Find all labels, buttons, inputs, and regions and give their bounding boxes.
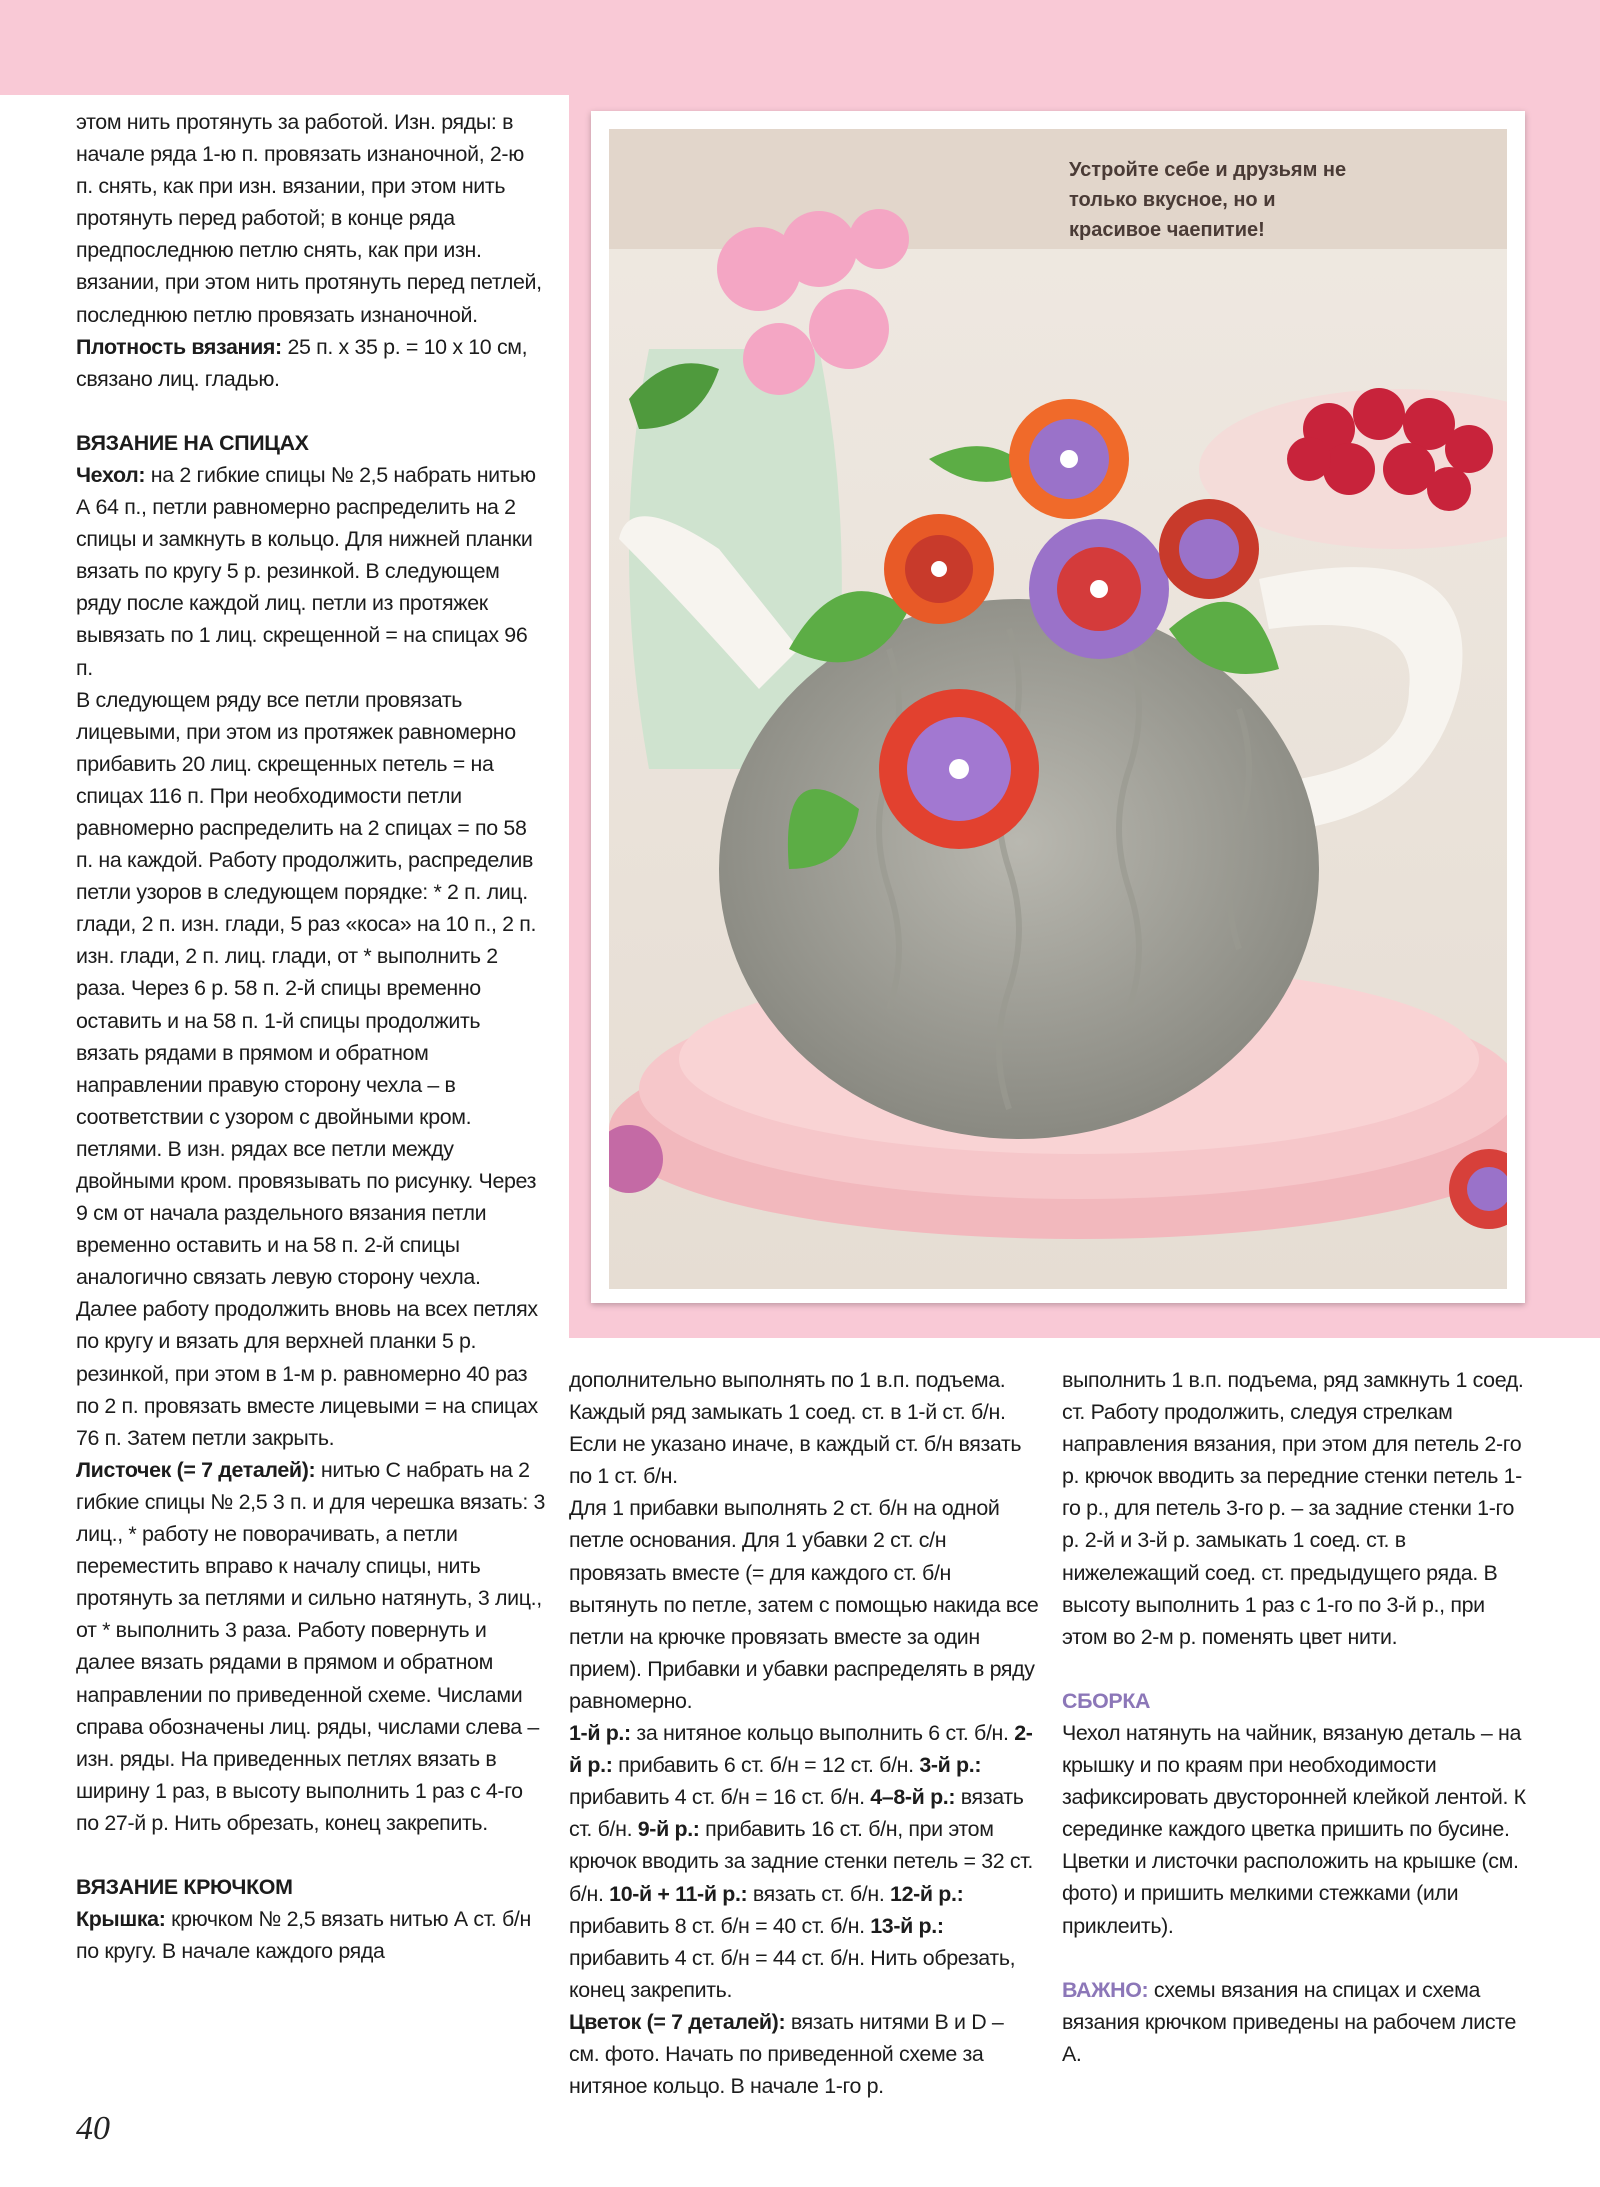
- page-number: 40: [76, 2110, 110, 2147]
- important-note: ВАЖНО: схемы вязания на спицах и схема вязания крючком приведены на рабочем листе А.: [1062, 1977, 1516, 2066]
- text-column-3: [1062, 1364, 1532, 2070]
- intro-paragraph: этом нить протянуть за работой. Изн. ряды: в начале ряда 1-ю п. провязать изнаночной, 2-ю п. снять, как при изн. вязании, при этом нить протянуть перед работой; в конце ряда предпоследнюю петлю снять, как при изн. вязании, при этом нить протянуть перед петлей, последнюю петлю провязать изнаночной.: [76, 110, 542, 327]
- cover-paragraph: Чехол: на 2 гибкие спицы № 2,5 набрать нитью А 64 п., петли равномерно распределить на 2 спицы и замкнуть в кольцо. Для нижней планки вязать по кругу 5 р. резинкой. В следующем ряду после каждой лиц. петли из протяжек вывязать по 1 лиц. скрещенной = на спицах 96 п.: [76, 462, 536, 680]
- text-column-2: [569, 1364, 1039, 2102]
- text-column-1: [76, 106, 546, 1967]
- flower-paragraph: Цветок (= 7 деталей): вязать нитями В и D – см. фото. Начать по приведенной схеме за нитяное кольцо. В начале 1-го р.: [569, 2009, 1004, 2099]
- knit-heading: ВЯЗАНИЕ НА СПИЦАХ: [76, 430, 309, 455]
- cover-paragraph-2: В следующем ряду все петли провязать лицевыми, при этом из протяжек равномерно прибавить 20 лиц. скрещенных петель = на спицах 116 п. При необходимости петли равномерно распределить на 2 спицах = по 58 п. на каждой. Работу продолжить, распределив петли узоров в следующем порядке: * 2 п. лиц. глади, 2 п. изн. глади, 5 раз «коса» на 10 п., 2 п. изн. глади, 2 п. лиц. глади, от * выполнить 2 раза. Через 6 р. 58 п. 2-й спицы временно оставить и на 58 п. 1-й спицы продолжить вязать рядами в прямом и обратном направлении правую сторону чехла – в соответствии с узором с двойными кром. петлями. В изн. рядах все петли между двойными кром. провязывать по рисунку. Через 9 см от начала раздельного вязания петли временно оставить и на 58 п. 2-й спицы аналогично связать левую сторону чехла. Далее работу продолжить вновь на всех петлях по кругу и вязать для верхней планки 5 р. резинкой, при этом в 1-м р. равномерно 40 раз по 2 п. провязать вместе лицевыми = на спицах 76 п. Затем петли закрыть.: [76, 687, 538, 1450]
- row-instructions: 1-й р.: за нитяное кольцо выполнить 6 ст. б/н. 2-й р.: прибавить 6 ст. б/н = 12 ст. б/н. 3-й р.: прибавить 4 ст. б/н = 16 ст. б/н. 4–8-й р.: вязать ст. б/н. 9-й р.: прибавить 16 ст. б/н, при этом крючок вводить за задние стенки петель = 32 ст. б/н. 10-й + 11-й р.: вязать ст. б/н. 12-й р.: прибавить 8 ст. б/н = 40 ст. б/н. 13-й р.: прибавить 4 ст. б/н = 44 ст. б/н. Нить обрезать, конец закрепить.: [569, 1721, 1033, 2002]
- photo-caption: Устройте себе и друзьям не только вкусное, но и красивое чаепитие!: [1069, 159, 1347, 241]
- teapot-photo: [609, 129, 1507, 1289]
- flower-continued: выполнить 1 в.п. подъема, ряд замкнуть 1 соед. ст. Работу продолжить, следуя стрелкам направления вязания, при этом для петель 2-го р. крючок вводить за передние стенки петель 1-го р., для петель 3-го р. – за задние стенки 1-го р. 2-й и 3-й р. замыкать 1 соед. ст. в нижележащий соед. ст. предыдущего ряда. В высоту выполнить 1 раз с 1-го по 3-й р., при этом во 2-м р. поменять цвет нити.: [1062, 1368, 1524, 1649]
- crochet-heading: ВЯЗАНИЕ КРЮЧКОМ: [76, 1874, 293, 1899]
- leaf-paragraph: Листочек (= 7 деталей): нитью С набрать на 2 гибкие спицы № 2,5 3 п. и для черешка вязать: 3 лиц., * работу не поворачивать, а петли переместить вправо к началу спицы, нить протянуть за петлями и сильно натянуть, 3 лиц., от * выполнить 3 раза. Работу повернуть и далее вязать рядами в прямом и обратном направлении по приведенной схеме. Числами справа обозначены лиц. ряды, числами слева – изн. ряды. На приведенных петлях вязать в ширину 1 раз, в высоту выполнить 1 раз с 4-го по 27-й р. Нить обрезать, конец закрепить.: [76, 1457, 546, 1835]
- lid-paragraph: Крышка: крючком № 2,5 вязать нитью А ст. б/н по кругу. В начале каждого ряда: [76, 1907, 531, 1964]
- assembly-paragraph: Чехол натянуть на чайник, вязаную деталь – на крышку и по краям при необходимости зафиксировать двусторонней клейкой лентой. К серединке каждого цветка пришить по бусине. Цветки и листочки расположить на крышке (см. фото) и пришить мелкими стежками (или приклеить).: [1062, 1720, 1526, 1938]
- teapot-cozy-illustration: [609, 129, 1507, 1289]
- density-paragraph: Плотность вязания: 25 п. х 35 р. = 10 х 10 см, связано лиц. гладью.: [76, 334, 528, 391]
- assembly-heading: СБОРКА: [1062, 1688, 1151, 1713]
- rows-intro: дополнительно выполнять по 1 в.п. подъема. Каждый ряд замыкать 1 соед. ст. в 1-й ст. б/н. Если не указано иначе, в каждый ст. б/н вязать по 1 ст. б/н.: [569, 1368, 1022, 1489]
- increase-paragraph: Для 1 прибавки выполнять 2 ст. б/н на одной петле основания. Для 1 убавки 2 ст. с/н провязать вместе (= для каждого ст. б/н вытянуть по петле, затем с помощью накида все петли на крючке провязать вместе за один прием). Прибавки и убавки распределять в ряду равномерно.: [569, 1496, 1039, 1713]
